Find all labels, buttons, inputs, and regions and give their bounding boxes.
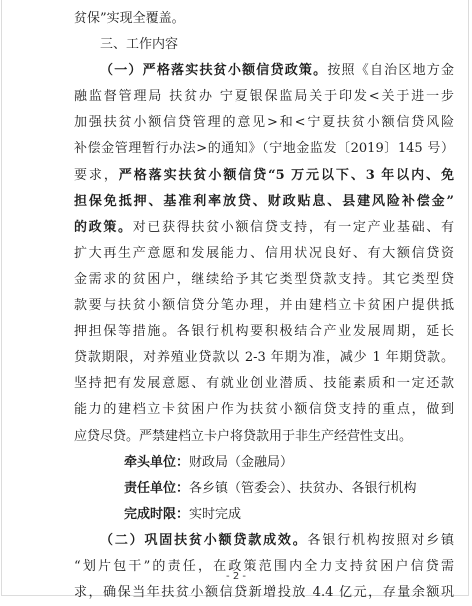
text-line: 补偿金管理暂行办法>的通知》（宁地金监发〔2019〕145 号） bbox=[74, 141, 454, 157]
text-line: 贫保”实现全覆盖。 bbox=[74, 11, 185, 26]
field-label: 完成时限： bbox=[124, 506, 190, 522]
deadline: 完成时限：实时完成 bbox=[124, 506, 242, 522]
text-line: （一）严格落实扶贫小额信贷政策。按照《自治区地方金 bbox=[100, 63, 454, 79]
subsection-heading: （二）巩固扶贫小额贷款成效。 bbox=[100, 532, 308, 548]
text-line: 应贷尽贷。严禁建档立卡户将贷款用于非生产经营性支出。 bbox=[74, 428, 413, 444]
field-label: 责任单位： bbox=[124, 480, 190, 496]
text-line: （二）巩固扶贫小额贷款成效。各银行机构按照对乡镇 bbox=[100, 532, 454, 548]
text-line: 坚持把有发展意愿、有就业创业潜质、技能素质和一定还款 bbox=[74, 376, 454, 392]
subsection-heading: （一）严格落实扶贫小额信贷政策。 bbox=[100, 63, 328, 79]
field-label: 牵头单位： bbox=[124, 454, 190, 470]
text-line: 金需求的贫困户，继续给予其它类型贷款支持。其它类型贷 bbox=[74, 271, 454, 287]
document-body bbox=[74, 6, 454, 606]
text-line: 融监督管理局 扶贫办 宁夏银保监局关于印发<关于进一步 bbox=[74, 89, 454, 105]
text-line: 要求，严格落实扶贫小额信贷“5 万元以下、3 年以内、免 bbox=[74, 167, 454, 183]
text-line: 押担保等措施。各银行机构要积极结合产业发展周期，延长 bbox=[74, 324, 454, 340]
text-line: 担保免抵押、基准利率放贷、财政贴息、县建风险补偿金” bbox=[74, 193, 454, 209]
text-line: 扩大再生产意愿和发展能力、信用状况良好、有大额信贷资 bbox=[74, 245, 454, 261]
lead-unit: 牵头单位：财政局（金融局） bbox=[124, 454, 294, 470]
text-line: 能力的建档立卡贫困户作为扶贫小额信贷支持的重点，做到 bbox=[74, 402, 454, 418]
page-number: - 2 - bbox=[226, 571, 246, 582]
text-line: 加强扶贫小额信贷管理的意见>和<宁夏扶贫小额信贷风险 bbox=[74, 115, 454, 131]
text-line: 款要与扶贫小额信贷分笔办理，并由建档立卡贫困户提供抵 bbox=[74, 298, 454, 314]
text-line: 求，确保当年扶贫小额信贷新增投放 4.4 亿元，存量余额巩 bbox=[74, 585, 454, 601]
responsible-units: 责任单位：各乡镇（管委会）、扶贫办、各银行机构 bbox=[124, 480, 417, 496]
text-line: 的政策。对已获得扶贫小额信贷支持，有一定产业基础、有 bbox=[74, 219, 454, 235]
text-line: 贷款期限，对养殖业贷款以 2-3 年期为准，减少 1 年期贷款。 bbox=[74, 350, 454, 366]
text-line: “划片包干”的责任，在政策范围内全力支持贫困户信贷需 bbox=[74, 558, 454, 574]
section-heading: 三、工作内容 bbox=[100, 37, 179, 53]
